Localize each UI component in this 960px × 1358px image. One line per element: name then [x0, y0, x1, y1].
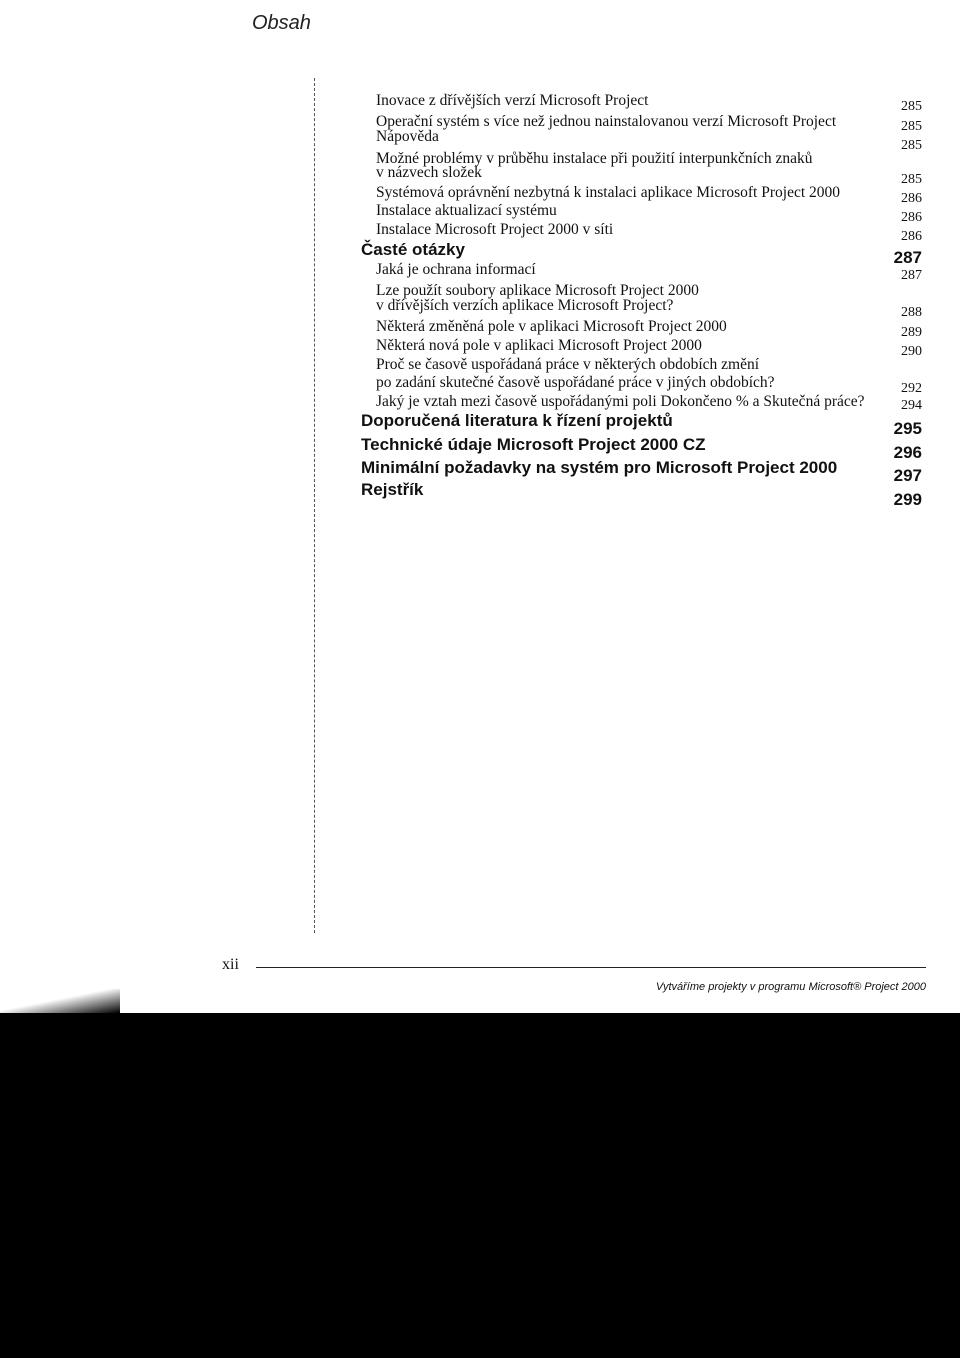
toc-entry-page: 296 — [893, 443, 922, 462]
toc-entry-title: Operační systém s více než jednou nainstalovanou verzí Microsoft Project — [376, 113, 837, 130]
toc-entry-page: 295 — [893, 419, 922, 438]
toc-entry-title: Instalace Microsoft Project 2000 v síti — [376, 221, 614, 238]
toc-entry-title: Některá změněná pole v aplikaci Microsoft Project 2000 — [376, 318, 727, 335]
toc-entry-title: po zadání skutečné časově uspořádané práce v jiných obdobích? — [376, 374, 775, 391]
toc-entry-page: 286 — [901, 229, 922, 244]
toc-entry-title: Časté otázky — [361, 240, 465, 259]
toc-entry-title: Rejstřík — [361, 480, 424, 499]
toc-entry-title: v dřívějších verzích aplikace Microsoft Project? — [376, 297, 674, 314]
toc-entry-page: 286 — [901, 191, 922, 206]
toc-entry-page: 286 — [901, 210, 922, 225]
toc-entry-title: Minimální požadavky na systém pro Microsoft Project 2000 — [361, 458, 838, 477]
toc-entry-page: 285 — [901, 119, 922, 134]
toc-entry-title: Proč se časově uspořádaná práce v některých obdobích změní — [376, 356, 760, 373]
toc-entry-title: Systémová oprávnění nezbytná k instalaci aplikace Microsoft Project 2000 — [376, 184, 841, 201]
toc-entry-title: Instalace aktualizací systému — [376, 202, 557, 219]
toc-entry-page: 299 — [893, 490, 922, 509]
toc-entry-page: 287 — [901, 268, 922, 283]
footer-divider — [256, 967, 926, 968]
toc-entry-page: 285 — [901, 99, 922, 114]
toc-entry-title: Jaký je vztah mezi časově uspořádanými poli Dokončeno % a Skutečná práce? — [376, 393, 865, 410]
scan-edge-shadow — [0, 1013, 960, 1358]
toc-entry-page: 287 — [893, 248, 922, 267]
toc-entry-page: 294 — [901, 398, 922, 413]
running-footer: Vytváříme projekty v programu Microsoft® Project 2000 — [655, 981, 926, 993]
page-number: xii — [222, 956, 239, 973]
toc-entry-title: v názvech složek — [376, 164, 482, 181]
toc-entry-title: Technické údaje Microsoft Project 2000 CZ — [361, 435, 706, 454]
toc-entry-page: 285 — [901, 172, 922, 187]
toc-entry-page: 285 — [901, 138, 922, 153]
toc-entry-page: 292 — [901, 381, 922, 396]
toc-entry-title: Nápověda — [376, 128, 439, 145]
toc-entry-page: 297 — [893, 466, 922, 485]
toc-entry-title: Inovace z dřívějších verzí Microsoft Project — [376, 92, 649, 109]
toc-entry-title: Možné problémy v průběhu instalace při použití interpunkčních znaků — [376, 150, 813, 167]
toc-entry-title: Lze použít soubory aplikace Microsoft Project 2000 — [376, 282, 699, 299]
toc-entry-page: 288 — [901, 305, 922, 320]
toc-entry-title: Některá nová pole v aplikaci Microsoft Project 2000 — [376, 337, 702, 354]
toc-entry-title: Jaká je ochrana informací — [376, 261, 536, 278]
toc-entry-page: 289 — [901, 325, 922, 340]
toc-entry-title: Doporučená literatura k řízení projektů — [361, 411, 673, 430]
toc-entry-page: 290 — [901, 344, 922, 359]
page-title: Obsah — [252, 12, 311, 34]
